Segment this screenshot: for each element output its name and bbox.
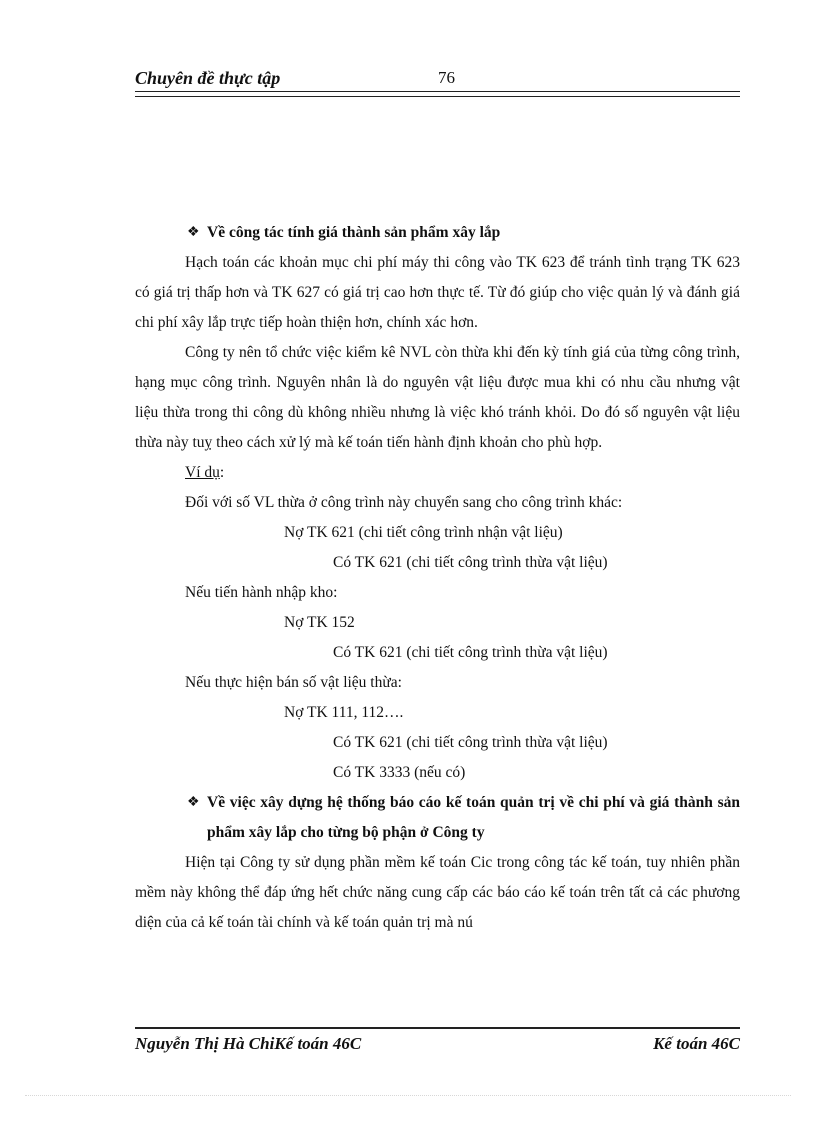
case-line: Nếu tiến hành nhập kho:: [185, 584, 338, 601]
section-heading-text: Về công tác tính giá thành sản phẩm xây lắp: [207, 224, 501, 241]
header-divider: [135, 91, 740, 97]
debit-entry: Nợ TK 111, 112….: [284, 704, 404, 721]
footer-class: Kế toán 46C: [653, 1034, 740, 1053]
page-edge-divider: [25, 1095, 791, 1096]
case-line: Nếu thực hiện bán số vật liệu thừa:: [185, 674, 402, 691]
credit-entry: Có TK 621 (chi tiết công trình thừa vật liệu): [333, 734, 608, 751]
paragraph: Hiện tại Công ty sử dụng phần mềm kế toán Cic trong công tác kế toán, tuy nhiên phần mềm này không thể đáp ứng hết chức năng cung cấp các báo cáo kế toán trên tất cả các phương diện của cả kế toán tài chính và kế toán quản trị mà nú: [135, 854, 740, 931]
paragraph: Hạch toán các khoản mục chi phí máy thi công vào TK 623 để tránh tình trạng TK 623 có giá trị thấp hơn và TK 627 có giá trị cao hơn thực tế. Từ đó giúp cho việc quản lý và đánh giá chi phí xây lắp trực tiếp hoàn thiện hơn, chính xác hơn.: [135, 254, 740, 331]
footer-author: Nguyễn Thị Hà ChiKế toán 46C: [135, 1034, 362, 1053]
page-number: 76: [438, 68, 455, 87]
page-body: [135, 218, 740, 938]
debit-entry: Nợ TK 152: [284, 614, 355, 631]
header-title: Chuyên đề thực tập: [135, 68, 281, 88]
diamond-bullet-icon: ❖: [187, 795, 200, 810]
page-footer: [135, 1034, 740, 1060]
debit-entry: Nợ TK 621 (chi tiết công trình nhận vật liệu): [284, 524, 563, 541]
case-line: Đối với số VL thừa ở công trình này chuyển sang cho công trình khác:: [185, 494, 623, 511]
section-heading-costing: [135, 218, 740, 248]
example-label: Ví dụ:: [185, 464, 225, 481]
credit-entry: Có TK 3333 (nếu có): [333, 764, 466, 781]
credit-entry: Có TK 621 (chi tiết công trình thừa vật liệu): [333, 554, 608, 571]
section-heading-text: Về việc xây dựng hệ thống báo cáo kế toán quản trị về chi phí và giá thành sản phẩm xây lắp cho từng bộ phận ở Công ty: [207, 794, 740, 841]
paragraph: Công ty nên tổ chức việc kiểm kê NVL còn thừa khi đến kỳ tính giá của từng công trình, hạng mục công trình. Nguyên nhân là do nguyên vật liệu được mua khi có nhu cầu nhưng vật liệu thừa trong thi công dù không nhiều nhưng là việc khó tránh khỏi. Do đó số nguyên vật liệu thừa này tuỵ theo cách xử lý mà kế toán tiến hành định khoản cho phù hợp.: [135, 344, 740, 451]
diamond-bullet-icon: ❖: [187, 225, 200, 240]
section-heading-reporting: [135, 788, 740, 848]
credit-entry: Có TK 621 (chi tiết công trình thừa vật liệu): [333, 644, 608, 661]
footer-divider: [135, 1027, 740, 1029]
